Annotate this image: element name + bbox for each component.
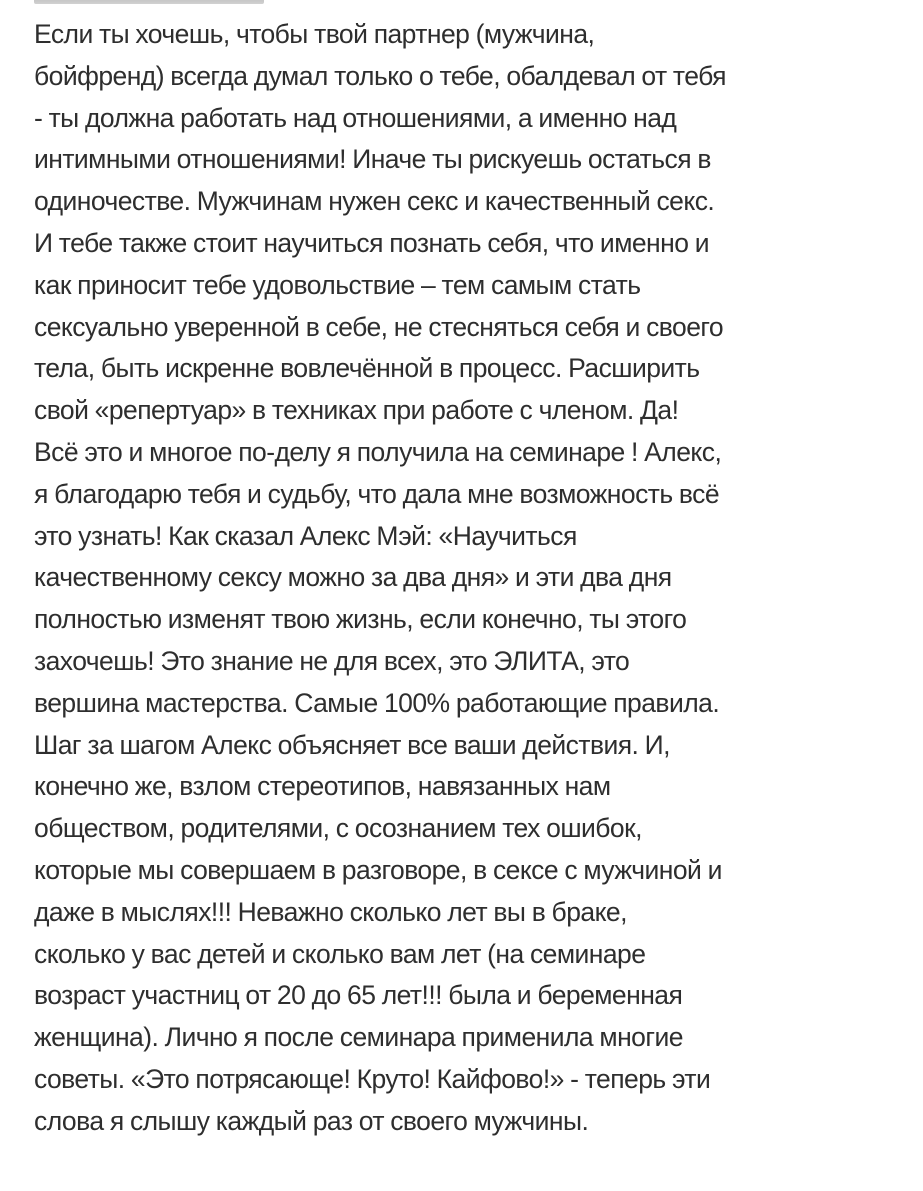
text-line: качественному сексу можно за два дня» и эти два дня — [34, 562, 672, 593]
text-line: которые мы совершаем в разговоре, в сексе с мужчиной и — [34, 854, 722, 885]
text-line: как приносит тебе удовольствие – тем самым стать — [34, 269, 641, 300]
text-line: тела, быть искренне вовлечённой в процесс. Расширить — [34, 353, 700, 384]
text-line: захочешь! Это знание не для всех, это ЭЛИТА, это — [34, 645, 630, 676]
text-line: бойфренд) всегда думал только о тебе, обалдевал от тебя — [34, 60, 726, 91]
text-line: сексуально уверенной в себе, не стесняться себя и своего — [34, 311, 724, 342]
text-line: интимными отношениями! Иначе ты рискуешь остаться в — [34, 144, 711, 175]
text-line: женщина). Лично я после семинара применила многие — [34, 1022, 683, 1053]
text-line: я благодарю тебя и судьбу, что дала мне возможность всё — [34, 478, 720, 509]
text-line: обществом, родителями, с осознанием тех ошибок, — [34, 813, 642, 844]
text-line: слова я слышу каждый раз от своего мужчины. — [34, 1105, 589, 1136]
text-line: Если ты хочешь, чтобы твой партнер (мужчина, — [34, 19, 595, 49]
text-line: это узнать! Как сказал Алекс Мэй: «Научиться — [34, 520, 577, 551]
cropped-text-fragment — [34, 0, 264, 4]
post-text — [34, 14, 894, 1184]
text-line: полностью изменят твою жизнь, если конечно, ты этого — [34, 604, 687, 635]
text-line: конечно же, взлом стереотипов, навязанных нам — [34, 771, 611, 802]
text-line: Всё это и многое по-делу я получила на семинаре ! Алекс, — [34, 436, 722, 467]
text-line: - ты должна работать над отношениями, а именно над — [34, 102, 677, 133]
text-line: одиночестве. Мужчинам нужен секс и качественный секс. — [34, 186, 715, 217]
text-line: сколько у вас детей и сколько вам лет (на семинаре — [34, 938, 646, 969]
text-line: возраст участниц от 20 до 65 лет!!! была и беременная — [34, 980, 683, 1011]
text-line: свой «репертуар» в техниках при работе с членом. Да! — [34, 395, 679, 426]
text-line: советы. «Это потрясающе! Круто! Кайфово!» - теперь эти — [34, 1063, 711, 1094]
text-line: вершина мастерства. Самые 100% работающие правила. — [34, 687, 720, 718]
text-line: И тебе также стоит научиться познать себя, что именно и — [34, 227, 709, 258]
text-line: Шаг за шагом Алекс объясняет все ваши действия. И, — [34, 729, 670, 760]
text-line: даже в мыслях!!! Неважно сколько лет вы в браке, — [34, 896, 627, 927]
cropped-header-strip — [0, 0, 923, 10]
